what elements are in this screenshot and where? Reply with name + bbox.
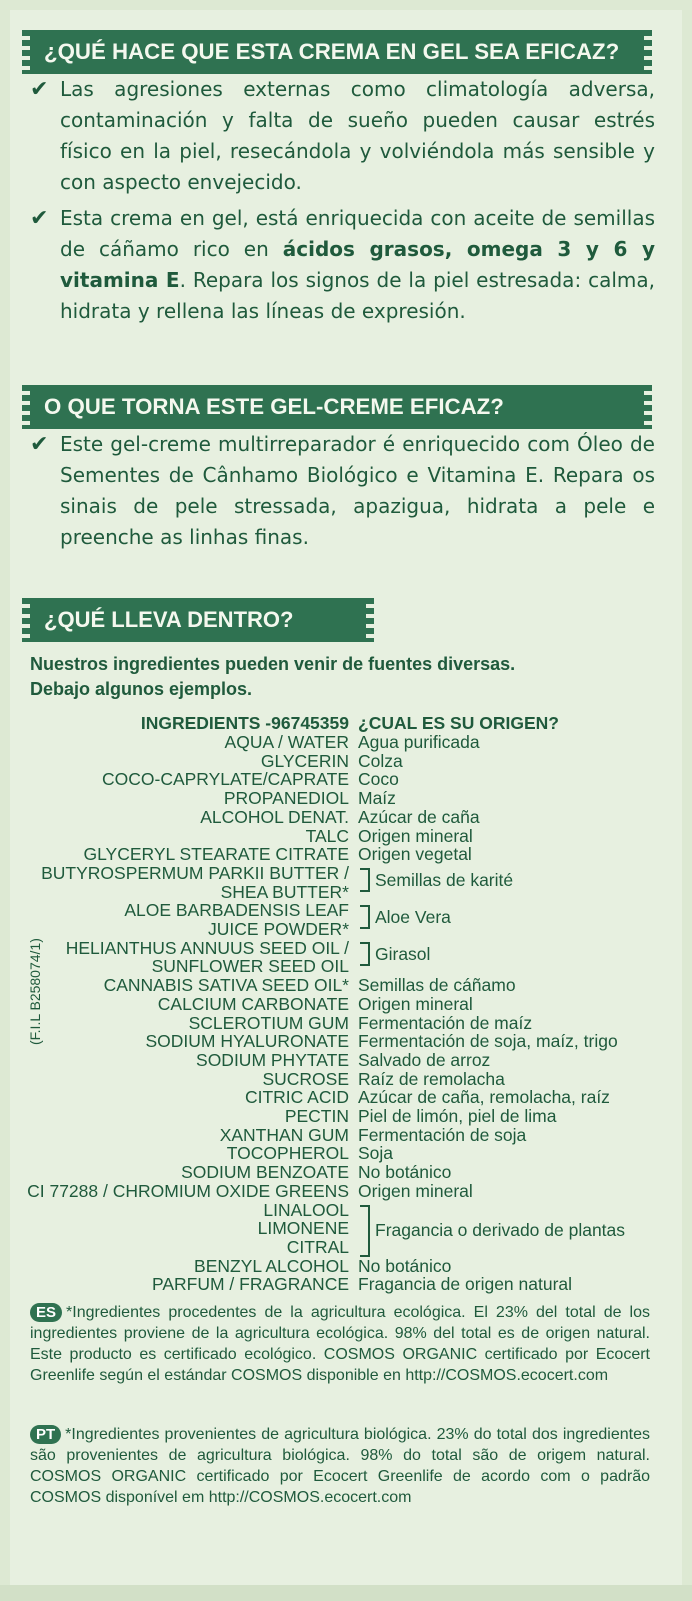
ingredient-name: SCLEROTIUM GUM — [188, 1012, 349, 1033]
es-bullet-2-bold: ácidos grasos, omega 3 y 6 y vitamina E — [60, 237, 655, 292]
ingredient-name: SUCROSE — [262, 1068, 349, 1089]
ingredient-name: LIMONENE — [257, 1218, 349, 1239]
ingredient-name: SHEA BUTTER* — [220, 881, 349, 902]
es-bullet-1-text: Las agresiones externas como climatología adversa, contaminación y falta de sueño pueden causar estrés físico en la piel, resecándola y volviéndola más sensible y con aspecto envejecido. — [60, 77, 655, 194]
ingredient-name: CANNABIS SATIVA SEED OIL* — [103, 975, 349, 996]
ingredient-origin: Salvado de arroz — [358, 1049, 491, 1070]
pt-section-title: O QUE TORNA ESTE GEL-CREME EFICAZ? — [30, 385, 644, 429]
ingredient-name: COCO-CAPRYLATE/CAPRATE — [102, 769, 349, 790]
es-bullet-2-text-b: . Repara los signos de la piel estresada: calma, hidrata y rellena las líneas de expresión. — [60, 268, 655, 323]
ingredient-origin: Origen mineral — [358, 1180, 473, 1201]
ingredient-origin: Fermentación de soja, maíz, trigo — [358, 1031, 618, 1052]
sunflower-origin: Girasol — [375, 944, 431, 964]
ingredient-name: SODIUM BENZOATE — [181, 1162, 349, 1183]
ingredient-name: PECTIN — [284, 1106, 349, 1126]
ingredient-name: PARFUM / FRAGRANCE — [151, 1274, 349, 1295]
ingredient-origin: Fragancia de origen natural — [358, 1274, 573, 1295]
pt-bullet-1 — [30, 429, 655, 553]
ingredient-name: LINALOOL — [263, 1199, 349, 1220]
ingredient-origin: Origen mineral — [358, 993, 473, 1014]
ingredient-name: ALOE BARBADENSIS LEAF — [124, 900, 349, 921]
fragrance-origin: Fragancia o derivado de plantas — [375, 1220, 626, 1240]
ingredient-name: BENZYL ALCOHOL — [194, 1255, 349, 1276]
ingredient-origin: Maíz — [358, 788, 396, 809]
inside-section-title: ¿QUÉ LLEVA DENTRO? — [30, 598, 366, 642]
ingredient-origin: No botánico — [358, 1162, 452, 1183]
ingredient-name: SODIUM HYALURONATE — [145, 1031, 349, 1052]
inside-intro-line-2: Debajo algunos ejemplos. — [30, 679, 253, 699]
ingredient-origin: Origen vegetal — [358, 844, 472, 865]
ingredient-name: HELIANTHUS ANNUUS SEED OIL / — [65, 937, 349, 958]
ingredient-origin: Coco — [358, 769, 399, 790]
ingredient-name: CALCIUM CARBONATE — [157, 993, 349, 1014]
aloe-origin: Aloe Vera — [375, 907, 451, 927]
ingredient-name: BUTYROSPERMUM PARKII BUTTER / — [41, 862, 349, 883]
fragrance-bracket — [360, 1205, 370, 1257]
product-code: (F.I.L B258074/1) — [27, 938, 43, 1045]
inside-intro-line-1: Nuestros ingredientes pueden venir de fuentes diversas. — [30, 654, 516, 674]
ingredient-origin: No botánico — [358, 1255, 452, 1276]
ingredients-column-header: INGREDIENTS -96745359 — [140, 713, 349, 733]
ingredient-name: SUNFLOWER SEED OIL — [151, 956, 349, 977]
es-bullet-1 — [30, 74, 655, 198]
ingredient-origin: Raíz de remolacha — [358, 1068, 505, 1089]
check-icon: ✔ — [30, 432, 49, 457]
ingredient-origin: Semillas de cáñamo — [358, 975, 516, 996]
ingredient-name: TALC — [305, 825, 349, 846]
ingredient-name: GLYCERIN — [260, 750, 349, 771]
ingredient-origin: Agua purificada — [358, 732, 480, 752]
es-bullet-2 — [30, 203, 655, 327]
pt-badge: PT — [30, 1425, 61, 1444]
ingredient-name: SODIUM PHYTATE — [196, 1049, 349, 1070]
inside-intro — [30, 652, 660, 702]
ingredient-name: XANTHAN GUM — [219, 1124, 349, 1145]
aloe-bracket — [360, 905, 370, 929]
es-note — [30, 1302, 650, 1386]
ingredient-origin: Azúcar de caña — [358, 806, 480, 827]
pt-note-text: *Ingredientes provenientes de agricultura biológica. 23% do total dos ingredientes são provenientes de agricultura biológica. 98% do total são de origem natural. COSMOS ORGANIC certificado por Ecocert Greenlife de acordo com o padrão COSMOS disponível em http://COSMOS.ecocert.com — [30, 1426, 650, 1506]
check-icon: ✔ — [30, 206, 49, 231]
ingredient-name: CITRAL — [286, 1236, 349, 1257]
ingredient-name: CITRIC ACID — [244, 1087, 349, 1108]
bottom-edge — [0, 1585, 692, 1601]
ingredient-name: GLYCERYL STEARATE CITRATE — [83, 844, 349, 865]
es-badge: ES — [30, 1303, 62, 1322]
origin-column-header: ¿CUAL ES SU ORIGEN? — [358, 713, 559, 733]
sunflower-bracket — [360, 942, 370, 966]
ingredient-origin: Piel de limón, piel de lima — [358, 1106, 557, 1126]
ingredient-origin: Azúcar de caña, remolacha, raíz — [358, 1087, 610, 1108]
ingredient-origin: Colza — [358, 750, 403, 771]
es-note-text: *Ingredientes procedentes de la agricultura ecológica. El 23% del total de los ingredientes proviene de la agricultura ecológica. 98% del total es de origen natural. Este producto es certificado ecológico. COSMOS ORGANIC certificado por Ecocert Greenlife según el estándar COSMOS disponible en http://COSMOS.ecocert.com — [30, 1304, 650, 1384]
pt-bullet-1-text: Este gel-creme multirreparador é enriquecido com Óleo de Sementes de Cânhamo Biológico e Vitamina E. Repara os sinais de pele stressada, apazigua, hidrata a pele e preenche as linhas finas. — [60, 432, 655, 549]
ingredient-origin: Origen mineral — [358, 825, 473, 846]
ingredient-origin: Fermentación de maíz — [358, 1012, 533, 1033]
es-section-title: ¿QUÉ HACE QUE ESTA CREMA EN GEL SEA EFICAZ? — [30, 30, 644, 74]
ingredient-origin: Fermentación de soja — [358, 1124, 527, 1145]
shea-bracket — [360, 868, 370, 892]
ingredient-name: JUICE POWDER* — [208, 919, 349, 939]
ingredient-name: PROPANEDIOL — [223, 788, 349, 809]
ingredient-name: ALCOHOL DENAT. — [200, 806, 349, 827]
ingredient-origin: Soja — [358, 1143, 394, 1164]
ingredient-name: AQUA / WATER — [224, 732, 349, 752]
shea-origin: Semillas de karité — [375, 870, 514, 890]
ingredient-name: TOCOPHEROL — [226, 1143, 349, 1164]
es-bullet-2-text-a: Esta crema en gel, está enriquecida con aceite de semillas de cáñamo rico en — [60, 206, 655, 261]
ingredient-name: CI 77288 / CHROMIUM OXIDE GREENS — [27, 1180, 349, 1201]
pt-note — [30, 1424, 650, 1508]
check-icon: ✔ — [30, 77, 49, 102]
